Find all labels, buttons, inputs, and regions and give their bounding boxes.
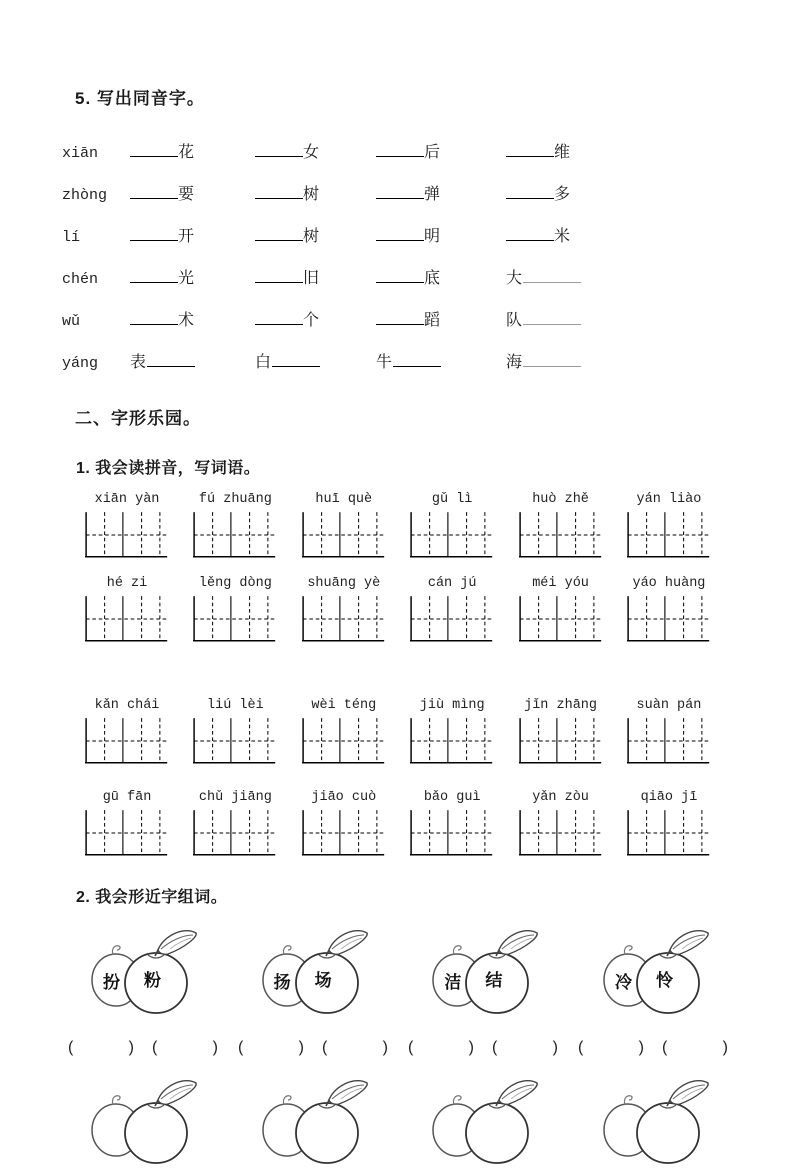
apple-pair bbox=[596, 929, 714, 1015]
writing-grid-lines bbox=[193, 808, 277, 858]
apple-pair bbox=[255, 929, 373, 1015]
writing-grid bbox=[293, 716, 395, 766]
answer-blank bbox=[130, 308, 178, 325]
answer-parens: ( ) bbox=[492, 1039, 558, 1056]
pinyin-label: jiù mìng bbox=[419, 698, 485, 713]
answer-blank bbox=[255, 140, 303, 157]
writing-grid bbox=[293, 808, 395, 858]
pinyin-label: wǔ bbox=[62, 313, 81, 330]
answer-parens: ( ) bbox=[662, 1039, 728, 1056]
word-grid bbox=[510, 790, 612, 858]
apple-pair-drawing bbox=[255, 1079, 373, 1165]
answer-blank bbox=[376, 224, 424, 241]
writing-grid bbox=[184, 808, 286, 858]
apple-pair-drawing bbox=[425, 1079, 543, 1165]
writing-grid bbox=[184, 510, 286, 560]
homophone-item: 海 bbox=[506, 349, 723, 372]
word-grid bbox=[184, 790, 286, 858]
pinyin-label: yǎn zòu bbox=[532, 790, 589, 805]
word-grid bbox=[401, 576, 503, 644]
writing-grid-lines bbox=[85, 808, 169, 858]
writing-grid-lines bbox=[519, 594, 603, 644]
apple-pair-drawing bbox=[84, 1079, 202, 1165]
answer-blank bbox=[255, 182, 303, 199]
answer-blank bbox=[376, 140, 424, 157]
apple-pair-drawing bbox=[84, 929, 202, 1015]
pinyin-label: wèi téng bbox=[311, 698, 377, 713]
pinyin-label: lí bbox=[62, 229, 81, 246]
homophone-row bbox=[62, 139, 723, 160]
writing-grid bbox=[618, 716, 720, 766]
writing-grid-lines bbox=[193, 716, 277, 766]
homophone-item: 旧 bbox=[255, 265, 376, 288]
writing-grid bbox=[401, 716, 503, 766]
answer-blank bbox=[506, 224, 554, 241]
writing-grid bbox=[76, 716, 178, 766]
pinyin-label: jǐn zhāng bbox=[524, 698, 598, 713]
writing-grid bbox=[76, 594, 178, 644]
pinyin-writing-exercise bbox=[76, 492, 720, 858]
homophone-item: 蹈 bbox=[376, 307, 506, 330]
writing-grid bbox=[76, 510, 178, 560]
writing-grid bbox=[510, 510, 612, 560]
grid-row bbox=[76, 790, 720, 858]
paren-block bbox=[578, 1039, 728, 1057]
writing-grid-lines bbox=[302, 716, 386, 766]
answer-parens: ( ) bbox=[68, 1039, 134, 1056]
paren-block bbox=[408, 1039, 558, 1057]
homophone-item: 大 bbox=[506, 265, 723, 288]
answer-blank bbox=[272, 350, 320, 367]
pinyin-label: cán jú bbox=[427, 576, 477, 591]
writing-grid-lines bbox=[302, 510, 386, 560]
homophone-row bbox=[62, 265, 723, 286]
writing-grid-lines bbox=[85, 510, 169, 560]
homophone-item: 树 bbox=[255, 223, 376, 246]
character-in-apple: 场 bbox=[314, 971, 332, 990]
section5-title: 5. 写出同音字。 bbox=[75, 89, 205, 108]
word-grid bbox=[618, 576, 720, 644]
homophone-item: 女 bbox=[255, 139, 376, 162]
writing-grid bbox=[184, 594, 286, 644]
writing-grid bbox=[618, 808, 720, 858]
writing-grid bbox=[510, 808, 612, 858]
apple-pairs-row bbox=[84, 929, 714, 1015]
homophone-item: 花 bbox=[130, 139, 255, 162]
writing-grid bbox=[510, 594, 612, 644]
answer-blank bbox=[506, 140, 554, 157]
answer-parens: ( ) bbox=[238, 1039, 304, 1056]
apple-pair-drawing bbox=[255, 929, 373, 1015]
pinyin-label: yáng bbox=[62, 355, 99, 372]
homophone-exercise bbox=[62, 139, 723, 370]
writing-grid bbox=[76, 808, 178, 858]
writing-grid-lines bbox=[85, 716, 169, 766]
writing-grid-lines bbox=[519, 510, 603, 560]
homophone-row bbox=[62, 307, 723, 328]
answer-blank bbox=[130, 182, 178, 199]
homophone-item: 维 bbox=[506, 139, 723, 162]
homophone-item: 多 bbox=[506, 181, 723, 204]
answer-blank bbox=[523, 350, 581, 367]
word-grid bbox=[293, 698, 395, 766]
homophone-item: 要 bbox=[130, 181, 255, 204]
answer-blank bbox=[393, 350, 441, 367]
homophone-row bbox=[62, 223, 723, 244]
writing-grid bbox=[293, 594, 395, 644]
homophone-item: 个 bbox=[255, 307, 376, 330]
answer-blank bbox=[130, 224, 178, 241]
writing-grid-lines bbox=[410, 594, 494, 644]
pinyin-label: chén bbox=[62, 271, 99, 288]
apple-pair-empty bbox=[255, 1079, 373, 1165]
homophone-item: 开 bbox=[130, 223, 255, 246]
word-grid bbox=[76, 576, 178, 644]
pinyin-label: kǎn chái bbox=[94, 698, 160, 713]
character-in-apple: 怜 bbox=[655, 971, 673, 990]
writing-grid-lines bbox=[627, 716, 711, 766]
pinyin-label: xiān yàn bbox=[94, 492, 160, 507]
pinyin-label: suàn pán bbox=[636, 698, 702, 713]
writing-grid-lines bbox=[85, 594, 169, 644]
answer-blank bbox=[255, 308, 303, 325]
word-grid bbox=[401, 492, 503, 560]
word-grid bbox=[184, 576, 286, 644]
answer-parens: ( ) bbox=[408, 1039, 474, 1056]
homophone-item: 表 bbox=[130, 349, 255, 372]
homophone-item: 明 bbox=[376, 223, 506, 246]
word-grid bbox=[618, 492, 720, 560]
writing-grid-lines bbox=[519, 716, 603, 766]
writing-grid-lines bbox=[193, 594, 277, 644]
apple-pair-empty bbox=[425, 1079, 543, 1165]
writing-grid bbox=[618, 594, 720, 644]
writing-grid-lines bbox=[627, 808, 711, 858]
writing-grid-lines bbox=[627, 510, 711, 560]
word-grid bbox=[184, 492, 286, 560]
apple-pair-drawing bbox=[425, 929, 543, 1015]
paren-block bbox=[238, 1039, 388, 1057]
pinyin-label: huī què bbox=[315, 492, 373, 507]
answer-blank bbox=[523, 308, 581, 325]
word-grid bbox=[510, 698, 612, 766]
homophone-item: 弹 bbox=[376, 181, 506, 204]
apple-pair-empty bbox=[84, 1079, 202, 1165]
answer-blank bbox=[376, 266, 424, 283]
pinyin-label: gū fān bbox=[102, 790, 152, 805]
pinyin-label: yán liào bbox=[636, 492, 702, 507]
sub1-title: 1. 我会读拼音，写词语。 bbox=[76, 460, 261, 477]
pinyin-label: chǔ jiāng bbox=[198, 790, 272, 805]
answer-parens: ( ) bbox=[322, 1039, 388, 1056]
character-in-apple: 冷 bbox=[614, 973, 632, 992]
word-grid bbox=[510, 492, 612, 560]
pinyin-label: liú lèi bbox=[207, 698, 264, 713]
grid-row bbox=[76, 492, 720, 560]
pinyin-label: qiāo jī bbox=[640, 790, 698, 805]
answer-blank bbox=[376, 182, 424, 199]
answer-parens: ( ) bbox=[578, 1039, 644, 1056]
homophone-item: 底 bbox=[376, 265, 506, 288]
homophone-item: 光 bbox=[130, 265, 255, 288]
character-in-apple: 粉 bbox=[144, 971, 161, 990]
writing-grid bbox=[293, 510, 395, 560]
pinyin-label: gǔ lì bbox=[431, 492, 473, 507]
section2-title: 二、字形乐园。 bbox=[75, 409, 201, 428]
paren-block bbox=[68, 1039, 218, 1057]
apple-pair bbox=[425, 929, 543, 1015]
answer-parentheses-row bbox=[68, 1039, 728, 1057]
writing-grid bbox=[401, 594, 503, 644]
pinyin-label: shuāng yè bbox=[307, 576, 381, 591]
grid-row bbox=[76, 576, 720, 644]
pinyin-label: méi yóu bbox=[532, 576, 589, 591]
writing-grid-lines bbox=[519, 808, 603, 858]
character-in-apple: 扬 bbox=[273, 973, 291, 992]
word-grid bbox=[401, 790, 503, 858]
character-in-apple: 洁 bbox=[444, 973, 462, 992]
answer-blank bbox=[255, 266, 303, 283]
apple-pair bbox=[84, 929, 202, 1015]
word-grid bbox=[184, 698, 286, 766]
writing-grid-lines bbox=[302, 594, 386, 644]
apple-pair-drawing bbox=[596, 929, 714, 1015]
writing-grid bbox=[184, 716, 286, 766]
writing-grid bbox=[401, 510, 503, 560]
character-in-apple: 扮 bbox=[103, 973, 120, 992]
writing-grid-lines bbox=[302, 808, 386, 858]
pinyin-label: bǎo guì bbox=[423, 790, 481, 805]
homophone-item: 米 bbox=[506, 223, 723, 246]
pinyin-label: zhòng bbox=[62, 187, 108, 204]
apple-pair-empty bbox=[596, 1079, 714, 1165]
word-grid bbox=[401, 698, 503, 766]
homophone-item: 树 bbox=[255, 181, 376, 204]
homophone-item: 白 bbox=[255, 349, 376, 372]
pinyin-label: jiāo cuò bbox=[311, 790, 377, 805]
answer-blank bbox=[130, 140, 178, 157]
word-grid bbox=[618, 790, 720, 858]
pinyin-label: yáo huàng bbox=[632, 576, 706, 591]
pinyin-label: huò zhě bbox=[532, 492, 589, 507]
writing-grid bbox=[401, 808, 503, 858]
word-grid bbox=[76, 492, 178, 560]
writing-grid bbox=[510, 716, 612, 766]
pinyin-label: lěng dòng bbox=[198, 576, 272, 591]
character-in-apple: 结 bbox=[485, 971, 503, 990]
grid-row bbox=[76, 698, 720, 766]
writing-grid-lines bbox=[410, 716, 494, 766]
answer-blank bbox=[523, 266, 581, 283]
homophone-item: 队 bbox=[506, 307, 723, 330]
word-grid bbox=[293, 790, 395, 858]
writing-grid bbox=[618, 510, 720, 560]
writing-grid-lines bbox=[410, 510, 494, 560]
sub2-title: 2. 我会形近字组词。 bbox=[76, 889, 228, 906]
writing-grid-lines bbox=[193, 510, 277, 560]
word-grid bbox=[510, 576, 612, 644]
empty-apple-pairs-row bbox=[84, 1079, 714, 1165]
word-grid bbox=[618, 698, 720, 766]
word-grid bbox=[293, 492, 395, 560]
homophone-item: 牛 bbox=[376, 349, 506, 372]
homophone-item: 后 bbox=[376, 139, 506, 162]
apple-pair-drawing bbox=[596, 1079, 714, 1165]
homophone-row bbox=[62, 181, 723, 202]
writing-grid-lines bbox=[410, 808, 494, 858]
answer-parens: ( ) bbox=[152, 1039, 218, 1056]
writing-grid-lines bbox=[627, 594, 711, 644]
word-grid bbox=[293, 576, 395, 644]
word-grid bbox=[76, 698, 178, 766]
answer-blank bbox=[376, 308, 424, 325]
pinyin-label: xiān bbox=[62, 145, 99, 162]
homophone-row bbox=[62, 349, 723, 370]
answer-blank bbox=[130, 266, 178, 283]
pinyin-label: fú zhuāng bbox=[198, 492, 272, 507]
answer-blank bbox=[147, 350, 195, 367]
answer-blank bbox=[506, 182, 554, 199]
pinyin-label: hé zi bbox=[106, 576, 148, 591]
word-grid bbox=[76, 790, 178, 858]
homophone-item: 术 bbox=[130, 307, 255, 330]
answer-blank bbox=[255, 224, 303, 241]
